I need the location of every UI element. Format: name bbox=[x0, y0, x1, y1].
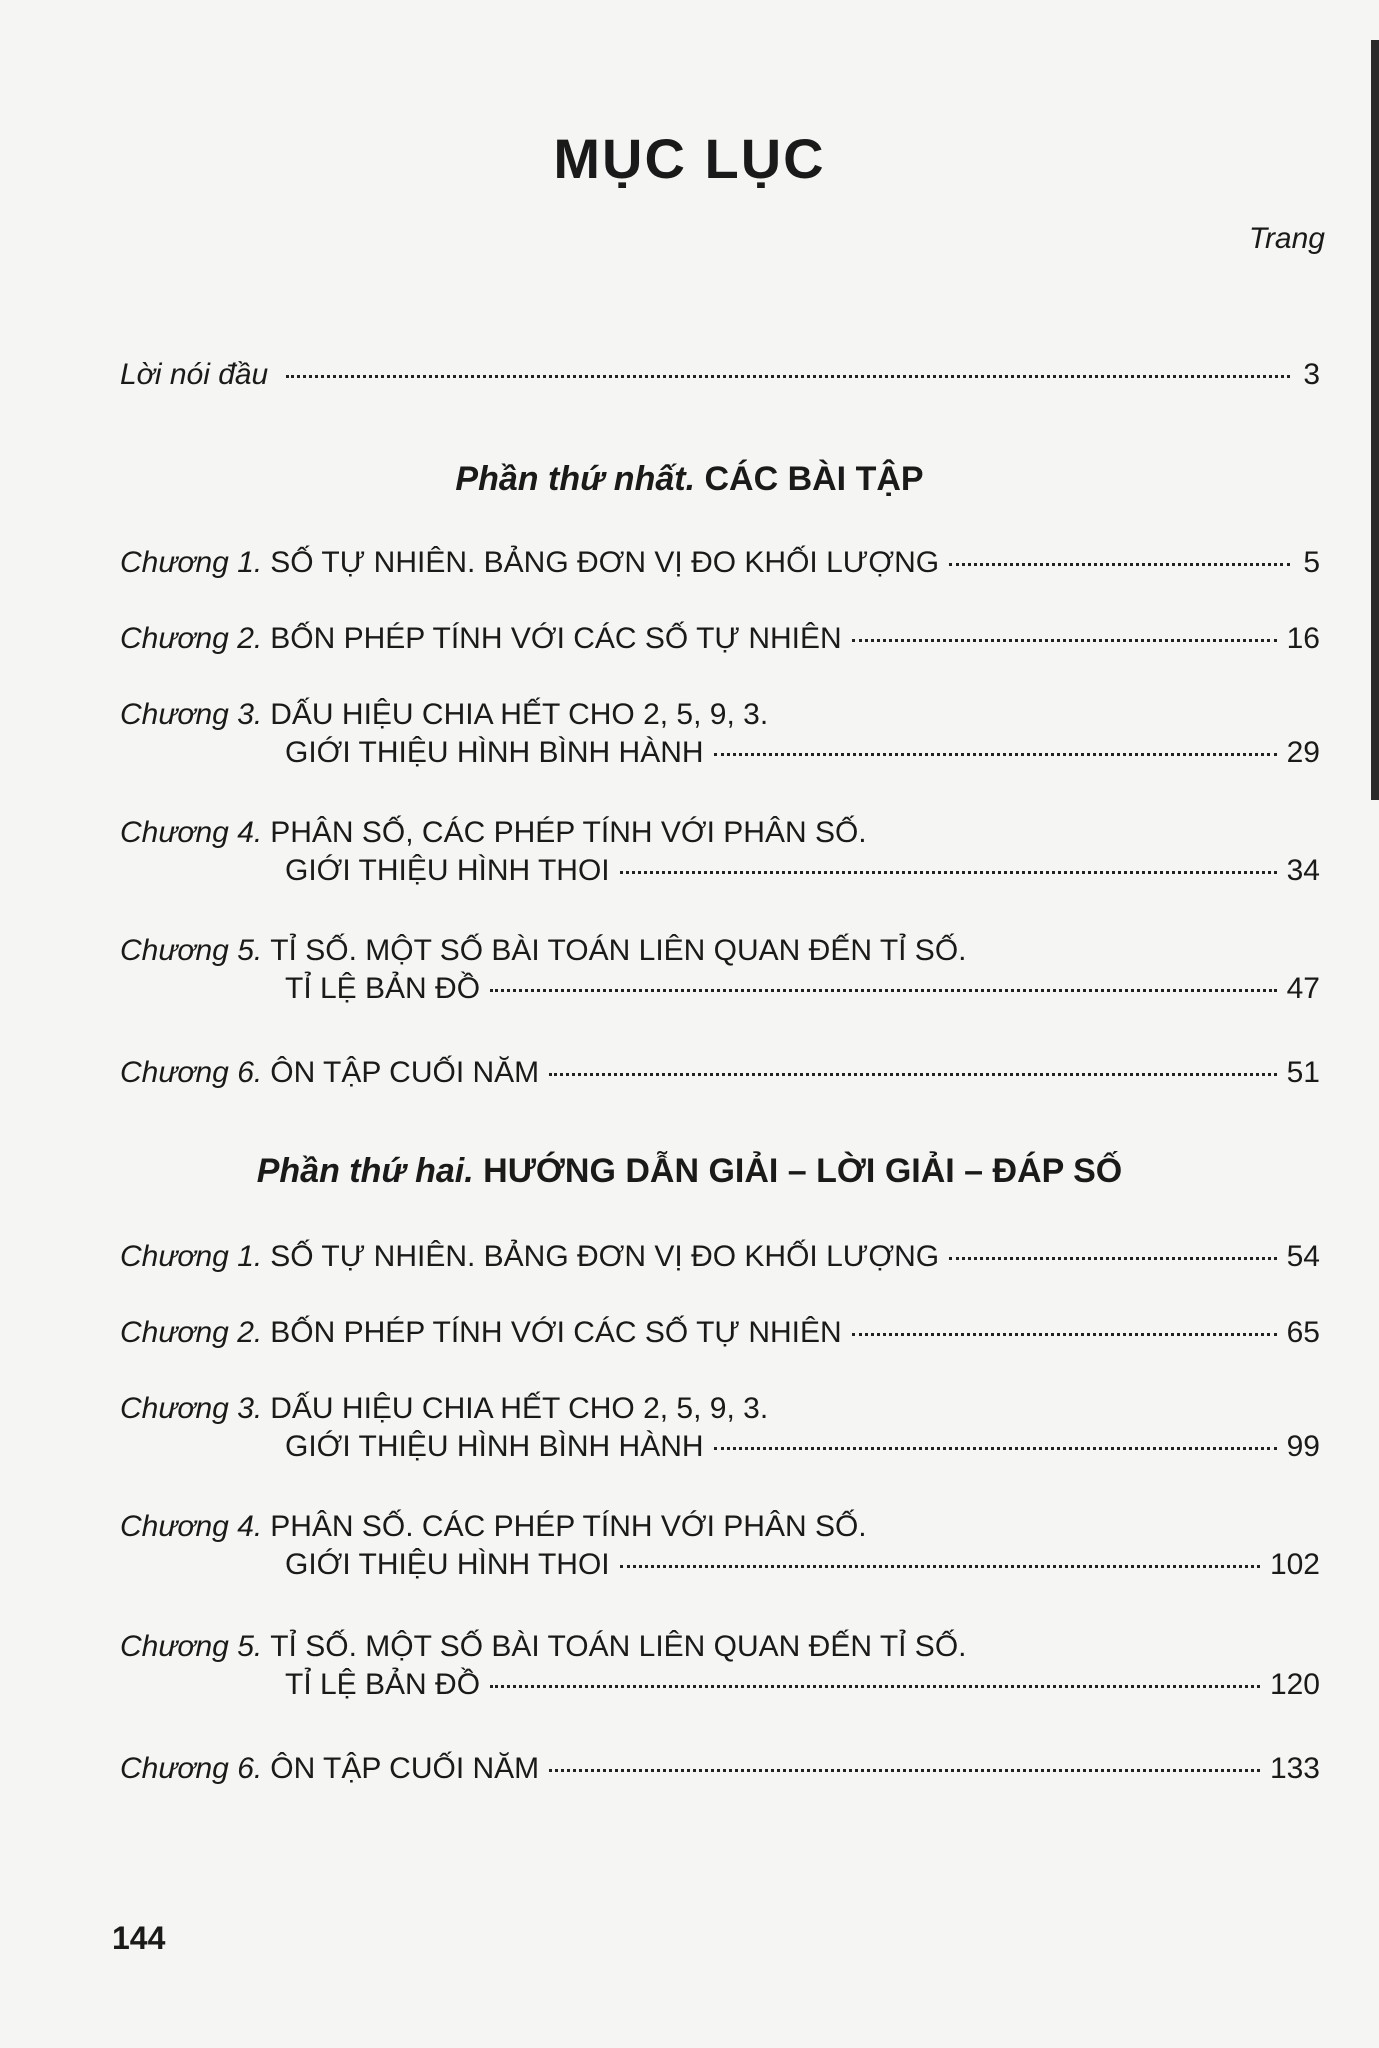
entry-title: PHÂN SỐ. CÁC PHÉP TÍNH VỚI PHÂN SỐ. bbox=[270, 1510, 867, 1543]
dot-leader bbox=[286, 375, 1290, 378]
toc-entry[interactable] bbox=[120, 622, 1320, 656]
toc-entry[interactable] bbox=[120, 816, 1320, 888]
dot-leader bbox=[490, 1685, 1260, 1688]
entry-label: Chương 4. bbox=[120, 1510, 263, 1543]
toc-entry[interactable] bbox=[120, 698, 1320, 770]
dot-leader bbox=[852, 639, 1277, 642]
entry-title-cont: GIỚI THIỆU HÌNH THOI bbox=[285, 854, 610, 887]
entry-title-cont: TỈ LỆ BẢN ĐỒ bbox=[285, 972, 481, 1005]
part-prefix: Phần thứ nhất. bbox=[455, 460, 696, 498]
dot-leader bbox=[620, 1565, 1260, 1568]
entry-label: Chương 1. bbox=[120, 546, 263, 579]
entry-label: Chương 1. bbox=[120, 1240, 263, 1273]
entry-page: 54 bbox=[1286, 1240, 1320, 1273]
toc-entry[interactable] bbox=[120, 1510, 1320, 1582]
part1-heading bbox=[0, 460, 1379, 499]
entry-label: Chương 2. bbox=[120, 622, 263, 655]
dot-leader bbox=[490, 989, 1277, 992]
entry-title: PHÂN SỐ, CÁC PHÉP TÍNH VỚI PHÂN SỐ. bbox=[270, 816, 867, 849]
entry-page: 120 bbox=[1269, 1668, 1320, 1701]
toc-entry[interactable] bbox=[120, 1056, 1320, 1090]
dot-leader bbox=[949, 1257, 1276, 1260]
entry-title: SỐ TỰ NHIÊN. BẢNG ĐƠN VỊ ĐO KHỐI LƯỢNG bbox=[270, 546, 940, 579]
entry-title: BỐN PHÉP TÍNH VỚI CÁC SỐ TỰ NHIÊN bbox=[270, 622, 842, 655]
part-prefix: Phần thứ hai. bbox=[256, 1152, 474, 1190]
entry-page: 51 bbox=[1286, 1056, 1320, 1089]
entry-page: 102 bbox=[1269, 1548, 1320, 1581]
entry-page: 99 bbox=[1286, 1430, 1320, 1463]
toc-entry[interactable] bbox=[120, 546, 1320, 580]
entry-label: Chương 2. bbox=[120, 1316, 263, 1349]
part-title: CÁC BÀI TẬP bbox=[704, 460, 924, 498]
entry-page: 47 bbox=[1286, 972, 1320, 1005]
toc-entry[interactable] bbox=[120, 1752, 1320, 1786]
toc-title: MỤC LỤC bbox=[553, 127, 826, 190]
entry-label: Chương 5. bbox=[120, 934, 263, 967]
dot-leader bbox=[549, 1073, 1276, 1076]
entry-label: Chương 6. bbox=[120, 1752, 263, 1785]
entry-label: Chương 4. bbox=[120, 816, 263, 849]
entry-title: ÔN TẬP CUỐI NĂM bbox=[270, 1056, 540, 1089]
entry-page: 3 bbox=[1303, 358, 1320, 391]
entry-title: SỐ TỰ NHIÊN. BẢNG ĐƠN VỊ ĐO KHỐI LƯỢNG bbox=[270, 1240, 940, 1273]
dot-leader bbox=[714, 753, 1277, 756]
dot-leader bbox=[852, 1333, 1277, 1336]
entry-title: TỈ SỐ. MỘT SỐ BÀI TOÁN LIÊN QUAN ĐẾN TỈ SỐ. bbox=[270, 1630, 967, 1663]
toc-entry-preface[interactable] bbox=[120, 358, 1320, 392]
dot-leader bbox=[549, 1769, 1260, 1772]
part-title: HƯỚNG DẪN GIẢI – LỜI GIẢI – ĐÁP SỐ bbox=[483, 1152, 1123, 1190]
entry-label: Lời nói đầu bbox=[120, 358, 269, 391]
page-number-folio: 144 bbox=[112, 1920, 166, 1956]
toc-entry[interactable] bbox=[120, 1392, 1320, 1464]
entry-page: 133 bbox=[1269, 1752, 1320, 1785]
entry-title: DẤU HIỆU CHIA HẾT CHO 2, 5, 9, 3. bbox=[270, 1392, 769, 1425]
entry-title-cont: GIỚI THIỆU HÌNH BÌNH HÀNH bbox=[285, 736, 704, 769]
entry-label: Chương 5. bbox=[120, 1630, 263, 1663]
toc-entry[interactable] bbox=[120, 1240, 1320, 1274]
part2-heading bbox=[0, 1152, 1379, 1191]
toc-entry[interactable] bbox=[120, 1630, 1320, 1702]
toc-entry[interactable] bbox=[120, 934, 1320, 1006]
entry-label: Chương 6. bbox=[120, 1056, 263, 1089]
entry-page: 34 bbox=[1286, 854, 1320, 887]
entry-title: DẤU HIỆU CHIA HẾT CHO 2, 5, 9, 3. bbox=[270, 698, 769, 731]
toc-entry[interactable] bbox=[120, 1316, 1320, 1350]
entry-title: BỐN PHÉP TÍNH VỚI CÁC SỐ TỰ NHIÊN bbox=[270, 1316, 842, 1349]
entry-page: 5 bbox=[1303, 546, 1320, 579]
entry-page: 16 bbox=[1286, 622, 1320, 655]
entry-page: 29 bbox=[1286, 736, 1320, 769]
entry-label: Chương 3. bbox=[120, 698, 263, 731]
entry-title-cont: GIỚI THIỆU HÌNH BÌNH HÀNH bbox=[285, 1430, 704, 1463]
entry-label: Chương 3. bbox=[120, 1392, 263, 1425]
entry-page: 65 bbox=[1286, 1316, 1320, 1349]
dot-leader bbox=[949, 563, 1290, 566]
dot-leader bbox=[620, 871, 1277, 874]
entry-title: TỈ SỐ. MỘT SỐ BÀI TOÁN LIÊN QUAN ĐẾN TỈ SỐ. bbox=[270, 934, 967, 967]
dot-leader bbox=[714, 1447, 1277, 1450]
page-column-label: Trang bbox=[1248, 222, 1325, 255]
entry-title-cont: GIỚI THIỆU HÌNH THOI bbox=[285, 1548, 610, 1581]
entry-title: ÔN TẬP CUỐI NĂM bbox=[270, 1752, 540, 1785]
entry-title-cont: TỈ LỆ BẢN ĐỒ bbox=[285, 1668, 481, 1701]
